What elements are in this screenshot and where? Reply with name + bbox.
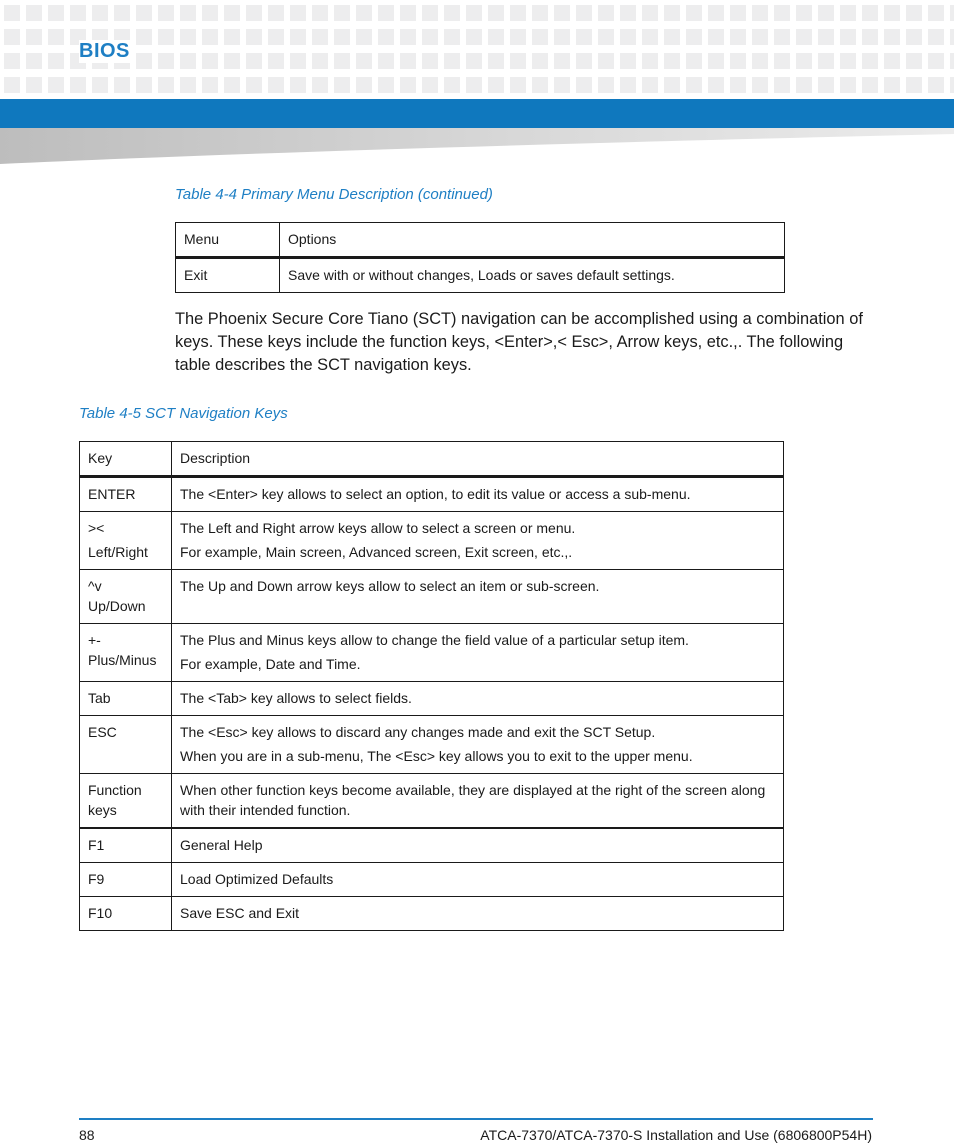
header-tile <box>774 5 790 21</box>
description-line: The <Esc> key allows to discard any changes made and exit the SCT Setup. <box>180 724 656 740</box>
header-tile <box>378 29 394 45</box>
header-tile <box>620 53 636 69</box>
key-label: Left/Right <box>88 544 148 560</box>
header-tile <box>180 53 196 69</box>
header-tile <box>620 77 636 93</box>
header-tile <box>796 29 812 45</box>
key-cell <box>80 682 172 716</box>
body-paragraph: The Phoenix Secure Core Tiano (SCT) navigation can be accomplished using a combination of keys. These keys include the function keys, <Enter>,< Esc>, Arrow keys, etc.,. The following table describes the SCT navigation keys. <box>175 310 863 374</box>
header-tile <box>862 77 878 93</box>
header-tile <box>26 29 42 45</box>
header-tile <box>4 77 20 93</box>
footer-rule <box>79 1118 873 1120</box>
header-tile <box>664 5 680 21</box>
header-tile <box>862 5 878 21</box>
header-tile <box>378 5 394 21</box>
header-tile <box>26 53 42 69</box>
key-symbol: ^v <box>88 578 102 594</box>
description-line: The Up and Down arrow keys allow to select an item or sub-screen. <box>180 578 600 594</box>
header-tile <box>290 77 306 93</box>
header-tile <box>598 53 614 69</box>
key-cell <box>80 570 172 624</box>
header-tile <box>26 77 42 93</box>
column-header-options: Options <box>280 223 785 258</box>
header-tile <box>136 5 152 21</box>
header-tile <box>818 29 834 45</box>
header-tile <box>510 29 526 45</box>
header-tile <box>334 5 350 21</box>
header-tile <box>334 29 350 45</box>
description-line: The Plus and Minus keys allow to change the field value of a particular setup item. <box>180 632 689 648</box>
header-tile <box>620 29 636 45</box>
header-tile <box>268 29 284 45</box>
header-tile <box>70 5 86 21</box>
header-tile <box>180 77 196 93</box>
header-tile <box>554 77 570 93</box>
key-label: ENTER <box>88 486 136 502</box>
description-cell <box>172 716 784 774</box>
header-tile <box>158 53 174 69</box>
header-tile <box>246 53 262 69</box>
header-tile <box>796 5 812 21</box>
header-tile <box>664 29 680 45</box>
header-tile <box>114 77 130 93</box>
header-tile <box>686 29 702 45</box>
header-tile <box>48 53 64 69</box>
header-tile <box>4 5 20 21</box>
description-line: For example, Main screen, Advanced screen, Exit screen, etc.,. <box>180 544 573 560</box>
table-row <box>80 570 784 624</box>
header-tile <box>818 5 834 21</box>
table-header-row <box>80 442 784 477</box>
header-tile <box>906 53 922 69</box>
table-row <box>176 258 785 293</box>
header-tile <box>928 29 944 45</box>
description-line: Save ESC and Exit <box>180 905 300 921</box>
header-tile <box>576 5 592 21</box>
header-tile <box>312 29 328 45</box>
header-tile <box>378 77 394 93</box>
header-tile <box>664 77 680 93</box>
header-tile <box>598 5 614 21</box>
header-tile <box>290 5 306 21</box>
header-tile <box>884 29 900 45</box>
header-tile <box>246 77 262 93</box>
header-tile <box>752 77 768 93</box>
description-cell <box>172 774 784 829</box>
header-tile <box>180 5 196 21</box>
header-tile <box>202 5 218 21</box>
description-line: The <Enter> key allows to select an option, to edit its value or access a sub-menu. <box>180 486 691 502</box>
header-blue-band <box>0 99 954 128</box>
header-tile <box>488 53 504 69</box>
header-tile <box>356 53 372 69</box>
description-cell <box>172 570 784 624</box>
header-tile <box>246 5 262 21</box>
header-tile <box>840 29 856 45</box>
table-row <box>80 682 784 716</box>
key-label: Function <box>88 782 142 798</box>
header-tile <box>202 77 218 93</box>
key-label: F10 <box>88 905 113 921</box>
description-line: When other function keys become available, they are displayed at the right of the screen along with their intended function. <box>180 782 766 818</box>
header-tile <box>158 5 174 21</box>
description-cell <box>172 624 784 682</box>
key-cell <box>80 512 172 570</box>
header-tile <box>466 5 482 21</box>
header-tile <box>180 29 196 45</box>
header-tile <box>290 53 306 69</box>
header-tile <box>466 29 482 45</box>
table-row <box>80 512 784 570</box>
header-tile <box>158 29 174 45</box>
key-symbol: +- <box>88 632 101 648</box>
description-cell <box>172 897 784 931</box>
header-tile <box>950 77 954 93</box>
header-tile <box>92 77 108 93</box>
key-label: Up/Down <box>88 598 146 614</box>
header-tile <box>752 53 768 69</box>
header-tile <box>906 77 922 93</box>
description-cell <box>172 828 784 863</box>
header-tile <box>862 53 878 69</box>
header-tile <box>444 77 460 93</box>
header-tile <box>4 53 20 69</box>
header-tile <box>224 5 240 21</box>
description-cell <box>172 477 784 512</box>
key-symbol: >< <box>88 520 105 536</box>
header-tile <box>884 5 900 21</box>
header-tile <box>906 5 922 21</box>
header-tile <box>400 53 416 69</box>
header-tile <box>774 77 790 93</box>
header-tile <box>884 77 900 93</box>
key-label: F9 <box>88 871 105 887</box>
header-tile <box>576 53 592 69</box>
header-tile <box>620 5 636 21</box>
header-tile <box>224 29 240 45</box>
header-tile <box>642 53 658 69</box>
header-tile <box>730 77 746 93</box>
header-tile <box>840 5 856 21</box>
header-tile <box>114 5 130 21</box>
header-tile <box>312 5 328 21</box>
header-tile <box>224 77 240 93</box>
page-number: 88 <box>79 1127 95 1143</box>
header-tile <box>708 29 724 45</box>
header-tile <box>532 77 548 93</box>
key-label: F1 <box>88 837 105 853</box>
description-line: The <Tab> key allows to select fields. <box>180 690 412 706</box>
header-tile <box>4 29 20 45</box>
header-tile <box>774 29 790 45</box>
header-tile <box>906 29 922 45</box>
header-tile <box>202 29 218 45</box>
header-tile <box>136 53 152 69</box>
options-cell: Save with or without changes, Loads or saves default settings. <box>280 258 785 293</box>
header-tile <box>598 77 614 93</box>
header-tile <box>400 77 416 93</box>
header-tile <box>246 29 262 45</box>
header-tile <box>928 53 944 69</box>
header-tile <box>422 77 438 93</box>
header-tile <box>686 5 702 21</box>
table-row <box>80 624 784 682</box>
header-tile <box>554 53 570 69</box>
table1-caption: Table 4-4 Primary Menu Description (continued) <box>175 186 493 203</box>
header-tile <box>312 53 328 69</box>
header-tile <box>950 5 954 21</box>
header-tile <box>576 77 592 93</box>
menu-cell: Exit <box>176 258 280 293</box>
key-label: ESC <box>88 724 117 740</box>
header-tile <box>48 5 64 21</box>
header-tile <box>598 29 614 45</box>
header-tile <box>158 77 174 93</box>
key-label: Tab <box>88 690 111 706</box>
description-cell <box>172 682 784 716</box>
header-tile <box>708 77 724 93</box>
header-tile <box>796 53 812 69</box>
header-tile <box>928 5 944 21</box>
header-tile <box>532 53 548 69</box>
column-header-key: Key <box>80 442 172 477</box>
primary-menu-table <box>175 222 785 293</box>
header-tile <box>92 5 108 21</box>
header-tile <box>48 77 64 93</box>
header-tile <box>422 53 438 69</box>
header-tile-pattern <box>0 0 954 96</box>
table-header-row <box>176 223 785 258</box>
description-line: The Left and Right arrow keys allow to select a screen or menu. <box>180 520 576 536</box>
header-tile <box>862 29 878 45</box>
header-tile <box>554 5 570 21</box>
header-tile <box>554 29 570 45</box>
table-row <box>80 477 784 512</box>
header-tile <box>312 77 328 93</box>
header-tile <box>268 5 284 21</box>
header-tile <box>444 29 460 45</box>
table-row <box>80 863 784 897</box>
header-tile <box>488 29 504 45</box>
header-tile <box>466 53 482 69</box>
header-tile <box>950 53 954 69</box>
header-tile <box>510 53 526 69</box>
key-label: Plus/Minus <box>88 652 157 668</box>
header-tile <box>642 77 658 93</box>
header-tile <box>26 5 42 21</box>
header-tile <box>532 29 548 45</box>
header-tile <box>488 5 504 21</box>
header-tile <box>642 29 658 45</box>
header-tile <box>818 53 834 69</box>
table-row <box>80 716 784 774</box>
key-cell <box>80 828 172 863</box>
header-tile <box>268 53 284 69</box>
header-tile <box>400 5 416 21</box>
key-label: keys <box>88 802 117 818</box>
header-tile <box>730 29 746 45</box>
header-tile <box>686 53 702 69</box>
header-tile <box>708 5 724 21</box>
header-tile <box>774 53 790 69</box>
header-tile <box>664 53 680 69</box>
sct-navigation-keys-table <box>79 441 784 931</box>
header-tile <box>334 77 350 93</box>
header-tile <box>48 29 64 45</box>
header-tile <box>730 53 746 69</box>
description-line: Load Optimized Defaults <box>180 871 334 887</box>
description-line: General Help <box>180 837 263 853</box>
header-tile <box>510 5 526 21</box>
header-tile <box>928 77 944 93</box>
header-tile <box>422 5 438 21</box>
key-cell <box>80 897 172 931</box>
header-tile <box>422 29 438 45</box>
tile-grid <box>0 0 954 96</box>
header-tile <box>466 77 482 93</box>
header-tile <box>532 5 548 21</box>
header-tile <box>444 5 460 21</box>
header-tile <box>356 77 372 93</box>
header-tile <box>290 29 306 45</box>
header-tile <box>356 5 372 21</box>
section-title: BIOS <box>79 40 134 63</box>
header-tile <box>488 77 504 93</box>
header-tile <box>730 5 746 21</box>
table-row <box>80 897 784 931</box>
header-tile <box>136 29 152 45</box>
header-tile <box>444 53 460 69</box>
table-row <box>80 828 784 863</box>
header-tile <box>708 53 724 69</box>
table2-caption: Table 4-5 SCT Navigation Keys <box>79 405 288 422</box>
header-gray-swoosh <box>0 128 954 164</box>
header-tile <box>356 29 372 45</box>
header-tile <box>510 77 526 93</box>
header-tile <box>752 29 768 45</box>
header-tile <box>686 77 702 93</box>
header-tile <box>224 53 240 69</box>
header-tile <box>884 53 900 69</box>
header-tile <box>378 53 394 69</box>
header-tile <box>840 77 856 93</box>
header-tile <box>752 5 768 21</box>
description-cell <box>172 863 784 897</box>
table-row <box>80 774 784 829</box>
header-tile <box>400 29 416 45</box>
header-tile <box>796 77 812 93</box>
header-tile <box>950 29 954 45</box>
header-tile <box>576 29 592 45</box>
header-tile <box>202 53 218 69</box>
header-tile <box>268 77 284 93</box>
header-tile <box>818 77 834 93</box>
document-title: ATCA-7370/ATCA-7370-S Installation and Use (6806800P54H) <box>480 1127 872 1143</box>
header-tile <box>840 53 856 69</box>
column-header-menu: Menu <box>176 223 280 258</box>
header-tile <box>136 77 152 93</box>
key-cell <box>80 863 172 897</box>
header-tile <box>70 77 86 93</box>
header-tile <box>334 53 350 69</box>
description-line: When you are in a sub-menu, The <Esc> key allows you to exit to the upper menu. <box>180 748 693 764</box>
key-cell <box>80 716 172 774</box>
header-tile <box>642 5 658 21</box>
key-cell <box>80 624 172 682</box>
key-cell <box>80 477 172 512</box>
column-header-description: Description <box>172 442 784 477</box>
key-cell <box>80 774 172 829</box>
description-line: For example, Date and Time. <box>180 656 361 672</box>
description-cell <box>172 512 784 570</box>
